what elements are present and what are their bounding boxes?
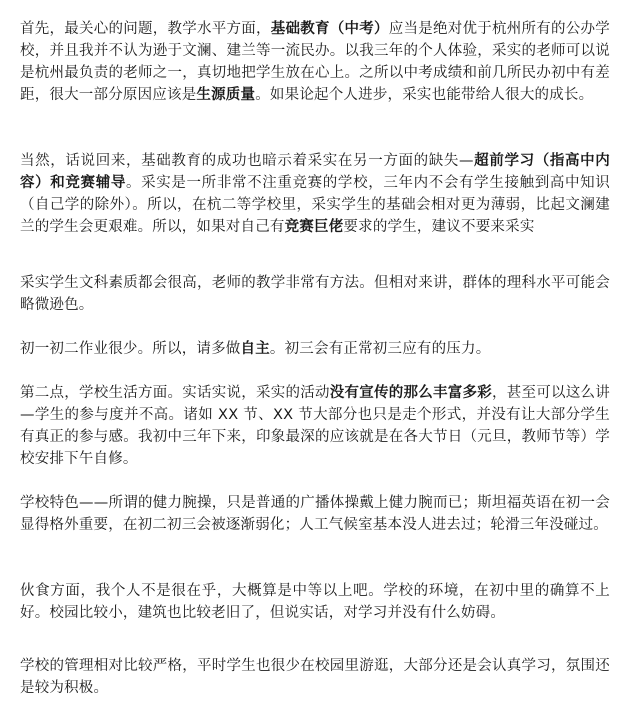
- paragraph-school-features: [20, 492, 610, 536]
- bold-text: 没有宣传的那么丰富多彩: [329, 385, 493, 401]
- text-span: ，甚至可以这么讲—学生的参与度并不高。诸如 XX 节、XX 节大部分也只是走个形式，并没有让大部分学生有真正的参与感。我初中三年下来，印象最深的应该就是在各大节日（元旦，教师节等）学校安排下午自修。: [20, 385, 611, 467]
- text-span: 应当是绝对优于杭州所有的公办学校，并且我并不认为逊于文澜、建兰等一流民办。以我三年的个人体验，采实的老师可以说是杭州最负责的老师之一，真切地把学生放在心上。之所以中考成绩和前几所民办初中有差距，很大一部分原因应该是: [20, 21, 610, 103]
- text-span: 首先，最关心的问题，教学水平方面，: [20, 21, 271, 37]
- bold-text: 生源质量: [196, 87, 256, 103]
- text-span: 学校的管理相对比较严格，平时学生也很少在校园里游逛，大部分还是会认真学习，氛围还是较为积极。: [20, 658, 610, 696]
- text-span: 。如果论起个人进步，采实也能带给人很大的成长。: [255, 87, 594, 103]
- text-span: 要求的学生，建议不要来采实: [343, 219, 535, 235]
- paragraph-management: [20, 655, 610, 699]
- bold-text: 超前学习（指高中内容）和竞赛辅导: [20, 153, 610, 191]
- bold-text: 竞赛巨佬: [284, 219, 344, 235]
- paragraph-school-life: [20, 382, 610, 470]
- bold-text: 基础教育（中考）: [270, 21, 389, 37]
- text-span: 初一初二作业很少。所以，请多做: [20, 341, 241, 357]
- bold-text: 自主: [240, 341, 270, 357]
- text-span: 第二点，学校生活方面。实话实说，采实的活动: [20, 385, 330, 401]
- paragraph-teaching-quality: [20, 18, 610, 106]
- paragraph-arts-science: [20, 272, 610, 316]
- text-span: 采实学生文科素质都会很高，老师的教学非常有方法。但相对来讲，群体的理科水平可能会略微逊色。: [20, 275, 610, 313]
- text-span: 学校特色——所谓的健力腕操，只是普通的广播体操戴上健力腕而已；斯坦福英语在初一会显得格外重要，在初二初三会被逐渐弱化；人工气候室基本没人进去过；轮滑三年没碰过。: [20, 495, 610, 533]
- paragraph-advanced-learning: [20, 150, 610, 238]
- text-span: 伙食方面，我个人不是很在乎，大概算是中等以上吧。学校的环境，在初中里的确算不上好。校园比较小，建筑也比较老旧了，但说实话，对学习并没有什么妨碍。: [20, 583, 610, 621]
- paragraph-food-environment: [20, 580, 610, 624]
- text-span: 。初三会有正常初三应有的压力。: [269, 341, 491, 357]
- text-span: 。采实是一所非常不注重竞赛的学校，三年内不会有学生接触到高中知识（自己学的除外）。所以，在杭二等学校里，采实学生的基础会相对更为薄弱，比起文澜建兰的学生会更艰难。所以，如果对自己有: [20, 175, 610, 235]
- paragraph-homework: [20, 338, 490, 360]
- text-span: 当然，话说回来，基础教育的成功也暗示着采实在另一方面的缺失—: [20, 153, 474, 169]
